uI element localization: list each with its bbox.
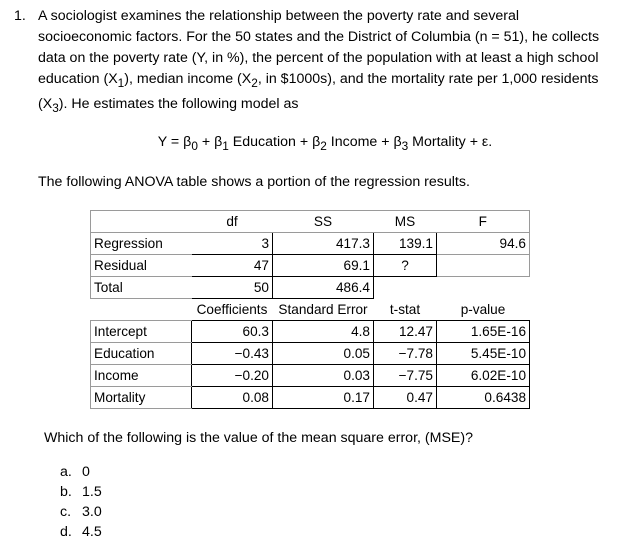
beta-subscript: 3 xyxy=(401,138,409,153)
header-t-stat: t-stat xyxy=(389,301,421,317)
anova-table xyxy=(90,210,530,409)
problem-number: 1. xyxy=(14,8,26,24)
choice-value: 0 xyxy=(82,464,90,480)
row-label: Residual xyxy=(91,255,192,277)
row-label: Total xyxy=(91,277,192,299)
t-value: −7.78 xyxy=(374,343,437,365)
beta-subscript: 2 xyxy=(320,138,327,153)
question-text: Which of the following is the value of the mean square error, (MSE)? xyxy=(44,430,473,446)
choice-d[interactable] xyxy=(60,522,102,542)
p-value: 6.02E-10 xyxy=(437,365,530,387)
header-coefficients: Coefficients xyxy=(196,302,268,317)
header-f: F xyxy=(437,211,530,233)
regression-model xyxy=(0,132,620,156)
table-row xyxy=(91,387,530,409)
model-part: + β xyxy=(197,134,223,150)
t-value: −7.75 xyxy=(374,365,437,387)
t-value: 12.47 xyxy=(374,321,437,343)
ms-value: ? xyxy=(374,255,437,277)
choice-value: 3.0 xyxy=(82,504,102,520)
subscript-2: 2 xyxy=(251,75,258,90)
problem-text-part: , in $1000s), and the mortality rate per 1,000 residents (X xyxy=(38,71,599,112)
problem-text xyxy=(38,6,613,119)
t-value: 0.47 xyxy=(374,387,437,409)
beta-subscript: 0 xyxy=(191,138,198,153)
row-label: Mortality xyxy=(91,387,192,409)
choice-a[interactable] xyxy=(60,462,102,482)
subscript-3: 3 xyxy=(52,100,59,115)
choice-letter: c. xyxy=(60,504,72,520)
se-value: 0.03 xyxy=(273,365,374,387)
model-part: Y = β xyxy=(157,134,192,150)
choice-value: 4.5 xyxy=(82,524,102,540)
se-value: 0.05 xyxy=(273,343,374,365)
choice-letter: b. xyxy=(60,484,72,500)
subscript-1: 1 xyxy=(117,75,125,90)
problem-text-part: ), median income (X xyxy=(124,71,252,87)
f-value xyxy=(437,277,530,299)
coef-header-row xyxy=(91,299,530,321)
header-cell xyxy=(91,211,192,233)
header-p-value: p-value xyxy=(460,301,506,317)
ms-value: 139.1 xyxy=(374,233,437,255)
anova-header-row xyxy=(91,211,530,233)
coef-value: 0.08 xyxy=(192,387,273,409)
header-ss: SS xyxy=(273,211,374,233)
coef-value: −0.43 xyxy=(192,343,273,365)
coef-value: −0.20 xyxy=(192,365,273,387)
choice-b[interactable] xyxy=(60,482,102,502)
table-row xyxy=(91,233,530,255)
model-part: Mortality + ε. xyxy=(408,134,493,150)
table-intro: The following ANOVA table shows a portion of the regression results. xyxy=(38,174,470,190)
choice-value: 1.5 xyxy=(82,484,102,500)
p-value: 1.65E-16 xyxy=(437,321,530,343)
se-value: 4.8 xyxy=(273,321,374,343)
model-part: Income + β xyxy=(326,134,402,150)
df-value: 50 xyxy=(192,277,273,299)
table-row xyxy=(91,255,530,277)
df-value: 3 xyxy=(192,233,273,255)
header-cell xyxy=(91,299,192,321)
beta-subscript: 1 xyxy=(222,138,229,153)
header-standard-error: Standard Error xyxy=(278,302,368,317)
model-part: Education + β xyxy=(228,134,321,150)
f-value xyxy=(437,255,530,277)
table-row xyxy=(91,321,530,343)
ss-value: 417.3 xyxy=(273,233,374,255)
p-value: 5.45E-10 xyxy=(437,343,530,365)
choice-letter: a. xyxy=(60,464,72,480)
problem-text-part: A sociologist examines the relationship between the poverty rate and several socioeconomic factors. For the 50 states and the District of Columbia (n = 51), he collects data on the poverty rate (Y, in %), the percent of the population with at least a high school education (X xyxy=(38,8,600,87)
se-value: 0.17 xyxy=(273,387,374,409)
f-value: 94.6 xyxy=(437,233,530,255)
table-row xyxy=(91,277,530,299)
table-row xyxy=(91,343,530,365)
df-value: 47 xyxy=(192,255,273,277)
ms-value xyxy=(374,277,437,299)
table-row xyxy=(91,365,530,387)
row-label: Regression xyxy=(91,233,192,255)
p-value: 0.6438 xyxy=(437,387,530,409)
header-df: df xyxy=(192,211,273,233)
choice-letter: d. xyxy=(60,524,72,540)
answer-choices xyxy=(60,462,102,542)
ss-value: 486.4 xyxy=(273,277,374,299)
ss-value: 69.1 xyxy=(273,255,374,277)
header-ms: MS xyxy=(374,211,437,233)
choice-c[interactable] xyxy=(60,502,102,522)
row-label: Intercept xyxy=(91,321,192,343)
coef-value: 60.3 xyxy=(192,321,273,343)
row-label: Income xyxy=(91,365,192,387)
row-label: Education xyxy=(91,343,192,365)
problem-text-part: ). He estimates the following model as xyxy=(58,95,299,112)
